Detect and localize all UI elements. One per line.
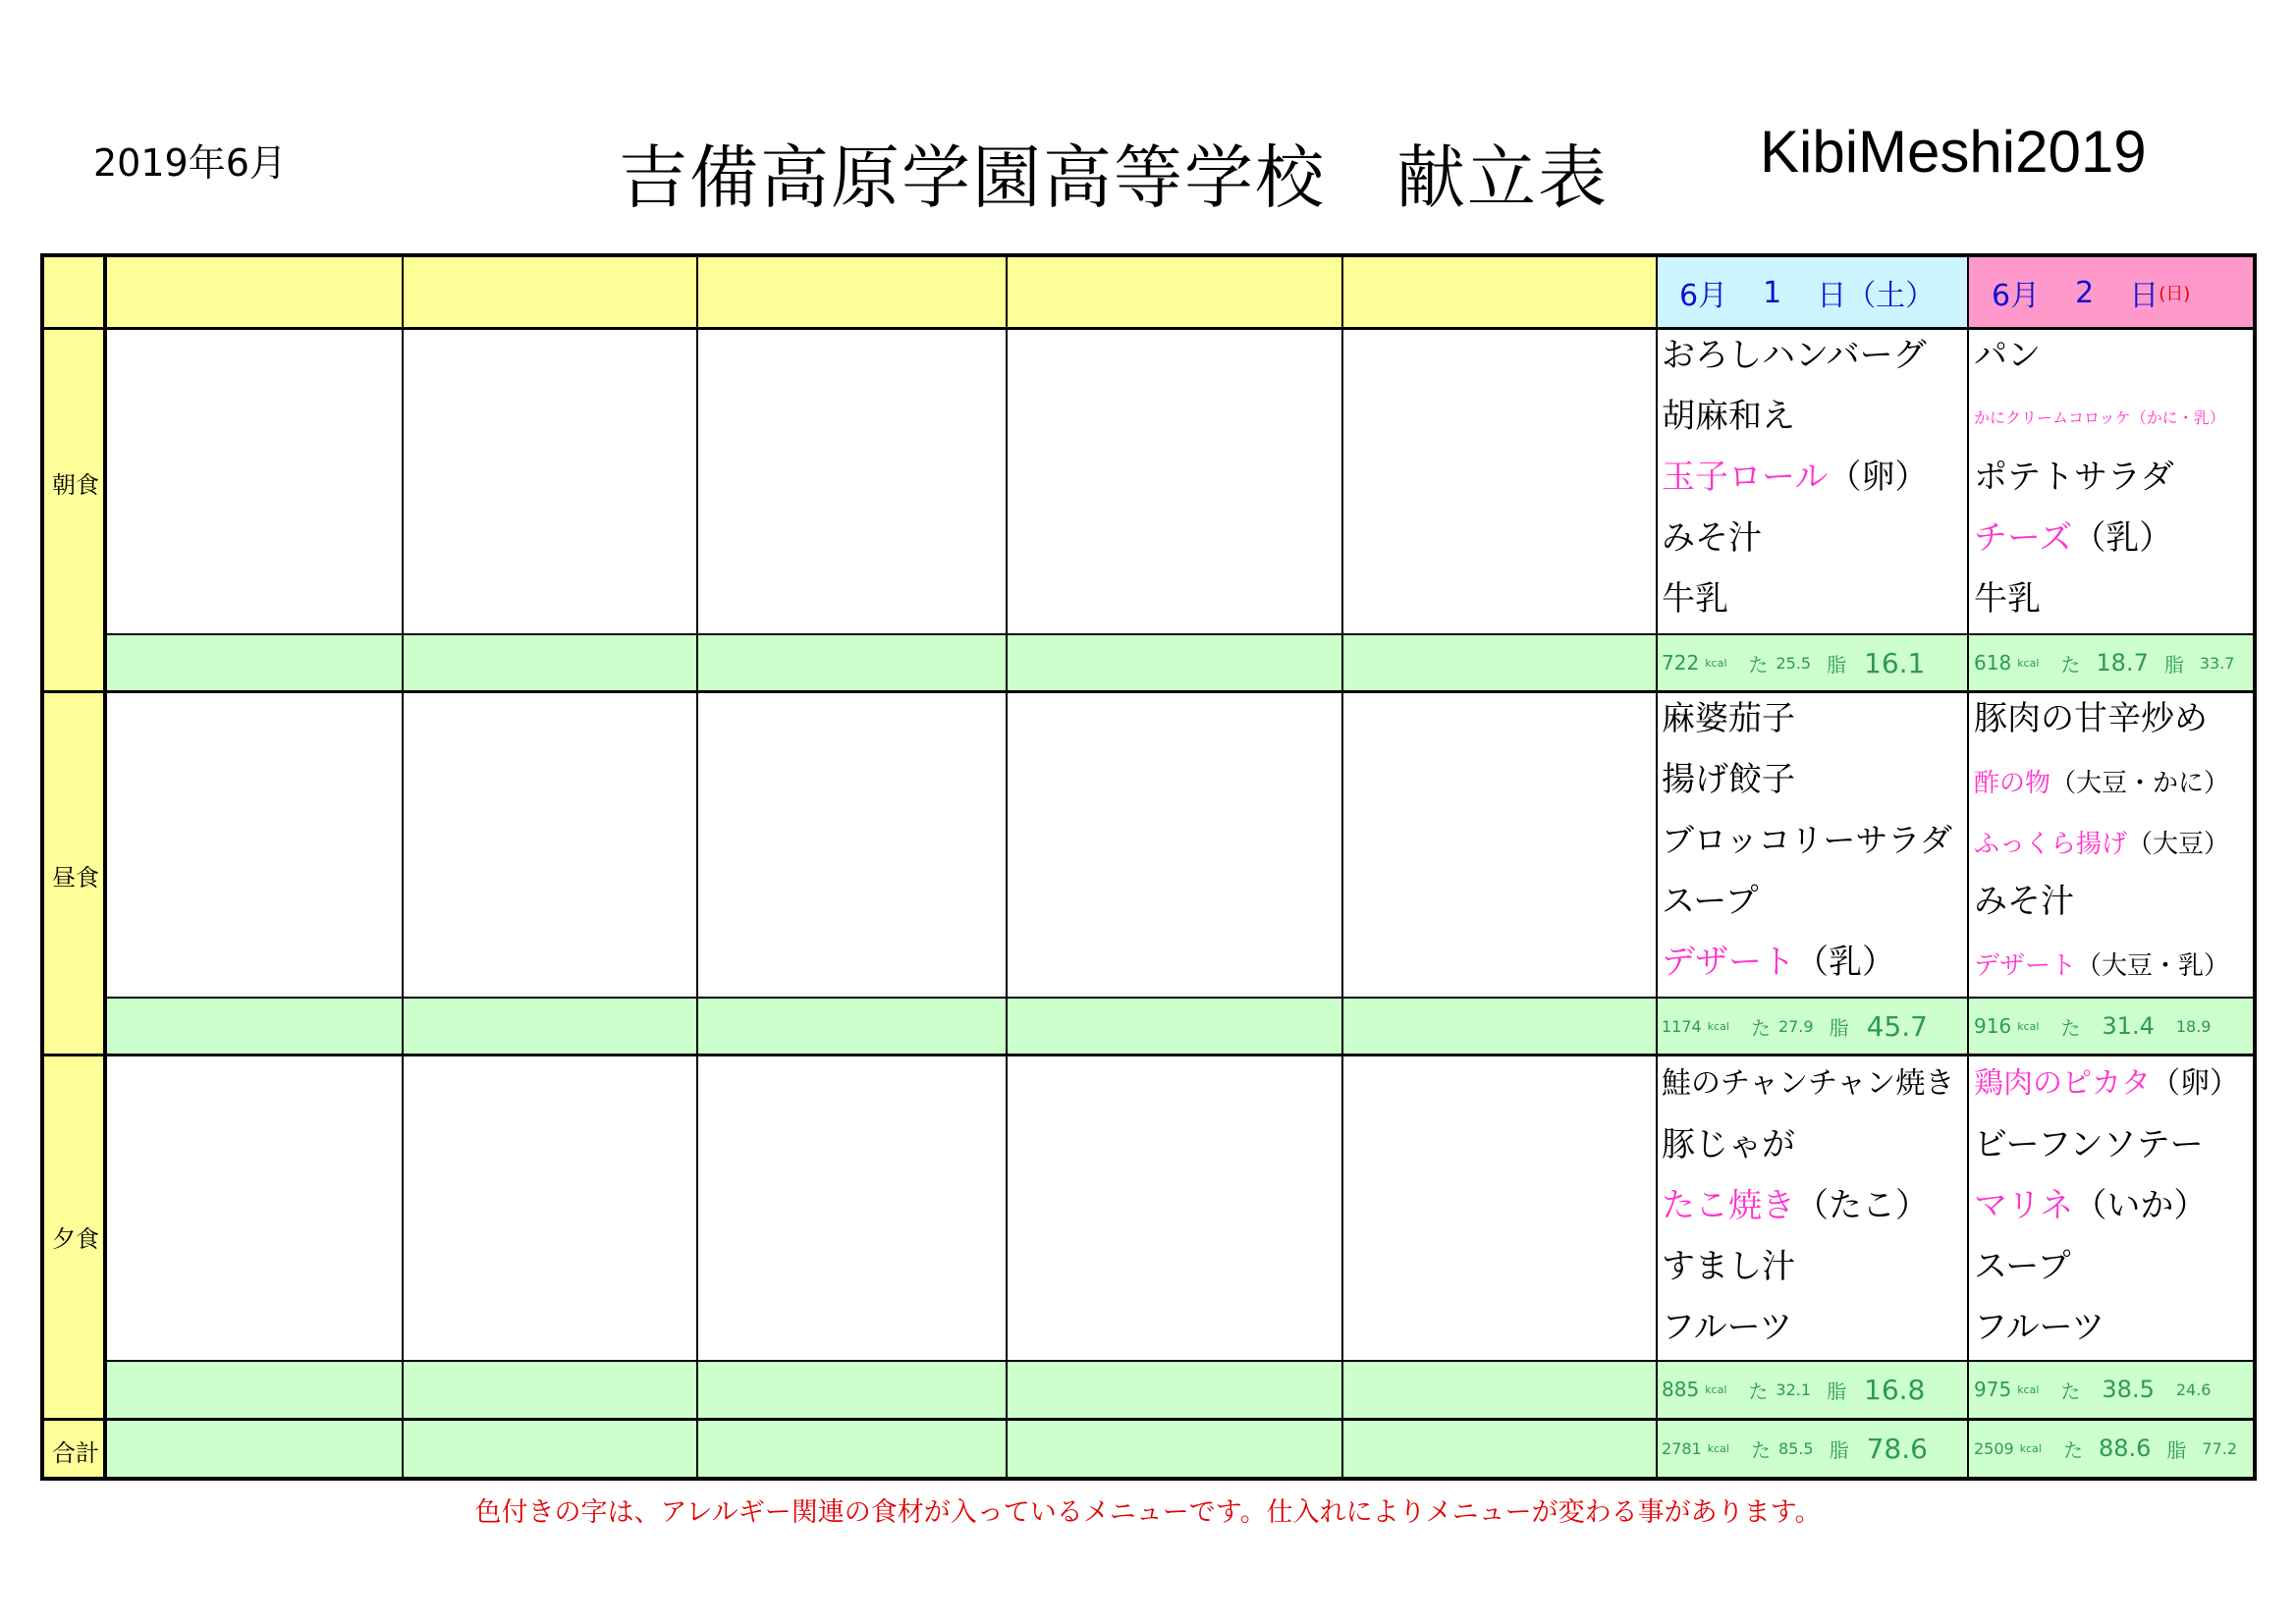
table-border-left (40, 253, 44, 1481)
day2-header (1992, 257, 2255, 328)
nutrition-total: 2509 kcal た 88.6 脂 77.2 (1974, 1435, 2237, 1462)
day1-weekday: （土） (1846, 279, 1936, 313)
menu-item: みそ汁 (1974, 882, 2074, 921)
menu-item: 豚肉の甘辛炒め (1974, 699, 2208, 738)
menu-item: みそ汁 (1662, 518, 1762, 558)
menu-item: おろしハンバーグ (1662, 336, 1927, 375)
menu-item: デザート（大豆・乳） (1974, 951, 2230, 981)
day2-month: 6月 (1992, 279, 2041, 313)
menu-item: 豚じゃが (1662, 1125, 1795, 1164)
day1-day-label: 日 (1817, 279, 1847, 313)
month-label: 2019年6月 (93, 141, 287, 185)
menu-item: 酢の物（大豆・かに） (1974, 769, 2230, 798)
meal-label-breakfast: 朝食 (52, 471, 99, 499)
nutrition-summary: 618 kcal た 18.7 脂 33.7 (1974, 649, 2235, 677)
menu-item: スープ (1974, 1247, 2071, 1286)
menu-item: 揚げ餃子 (1662, 760, 1795, 799)
menu-item: たこ焼き（たこ） (1662, 1186, 1929, 1225)
day1-date: 1 (1763, 275, 1782, 310)
column-divider (1656, 253, 1658, 1481)
menu-item: 牛乳 (1974, 579, 2041, 619)
allergen-footnote: 色付きの字は、アレルギー関連の食材が入っているメニューです。仕入れによりメニューが変わる事があります。 (474, 1497, 1822, 1528)
table-border-bottom (40, 1477, 2257, 1481)
row-divider (106, 997, 2257, 999)
menu-item: かにクリームコロッケ（かに・乳） (1974, 408, 2225, 427)
total-nutrition-fill (106, 1420, 2254, 1477)
day1-header (1679, 257, 1964, 328)
menu-item: 牛乳 (1662, 579, 1728, 619)
menu-item: 玉子ロール（卵） (1662, 458, 1929, 497)
nutrition-summary: 975 kcal た 38.5 24.6 (1974, 1376, 2212, 1403)
column-divider (1006, 253, 1008, 1481)
nutrition-summary: 885 kcal た 32.1 脂 16.8 (1662, 1373, 1926, 1406)
column-divider (1341, 253, 1343, 1481)
menu-item: ポテトサラダ (1974, 458, 2174, 497)
meal-column-fill (43, 328, 104, 1477)
menu-item: デザート（乳） (1662, 943, 1895, 982)
menu-item: 鮭のチャンチャン焼き (1662, 1066, 1955, 1101)
menu-item: 鶏肉のピカタ（卵） (1974, 1066, 2239, 1101)
menu-item: すまし汁 (1662, 1247, 1795, 1286)
column-divider (1967, 253, 1969, 1481)
header-row-fill (43, 257, 1657, 328)
nutrition-summary: 722 kcal た 25.5 脂 16.1 (1662, 646, 1926, 679)
menu-item: パン (1974, 336, 2041, 375)
row-divider (106, 1360, 2257, 1362)
menu-item: フルーツ (1662, 1308, 1793, 1347)
table-border-right (2253, 253, 2257, 1481)
meal-label-lunch: 昼食 (52, 864, 99, 892)
day2-date: 2 (2075, 275, 2095, 310)
menu-item: フルーツ (1974, 1308, 2105, 1347)
brand-label: KibiMeshi2019 (1760, 119, 2147, 185)
meal-label-dinner: 夕食 (52, 1225, 99, 1253)
day2-day-label: 日 (2129, 279, 2159, 313)
menu-item: チーズ（乳） (1974, 518, 2173, 558)
row-divider (106, 633, 2257, 635)
nutrition-summary: 1174 kcal た 27.9 脂 45.7 (1662, 1009, 1928, 1043)
menu-item: ビーフンソテー (1974, 1125, 2204, 1164)
menu-item: 胡麻和え (1662, 397, 1795, 436)
lunch-nutrition-fill (106, 998, 2254, 1055)
day1-month: 6月 (1679, 279, 1728, 313)
day2-weekday: (日) (2159, 284, 2191, 304)
menu-item: スープ (1662, 882, 1759, 921)
nutrition-summary: 916 kcal た 31.4 18.9 (1974, 1012, 2212, 1040)
page-title: 吉備高原学園高等学校 献立表 (619, 137, 1609, 218)
total-label: 合計 (52, 1439, 99, 1467)
nutrition-total: 2781 kcal た 85.5 脂 78.6 (1662, 1432, 1928, 1465)
breakfast-nutrition-fill (106, 634, 2254, 691)
column-divider (696, 253, 698, 1481)
menu-item: ブロッコリーサラダ (1662, 821, 1953, 859)
column-divider (402, 253, 404, 1481)
menu-item: マリネ（いか） (1974, 1186, 2208, 1225)
dinner-nutrition-fill (106, 1361, 2254, 1418)
menu-item: ふっくら揚げ（大豆） (1974, 830, 2230, 859)
menu-item: 麻婆茄子 (1662, 699, 1795, 738)
